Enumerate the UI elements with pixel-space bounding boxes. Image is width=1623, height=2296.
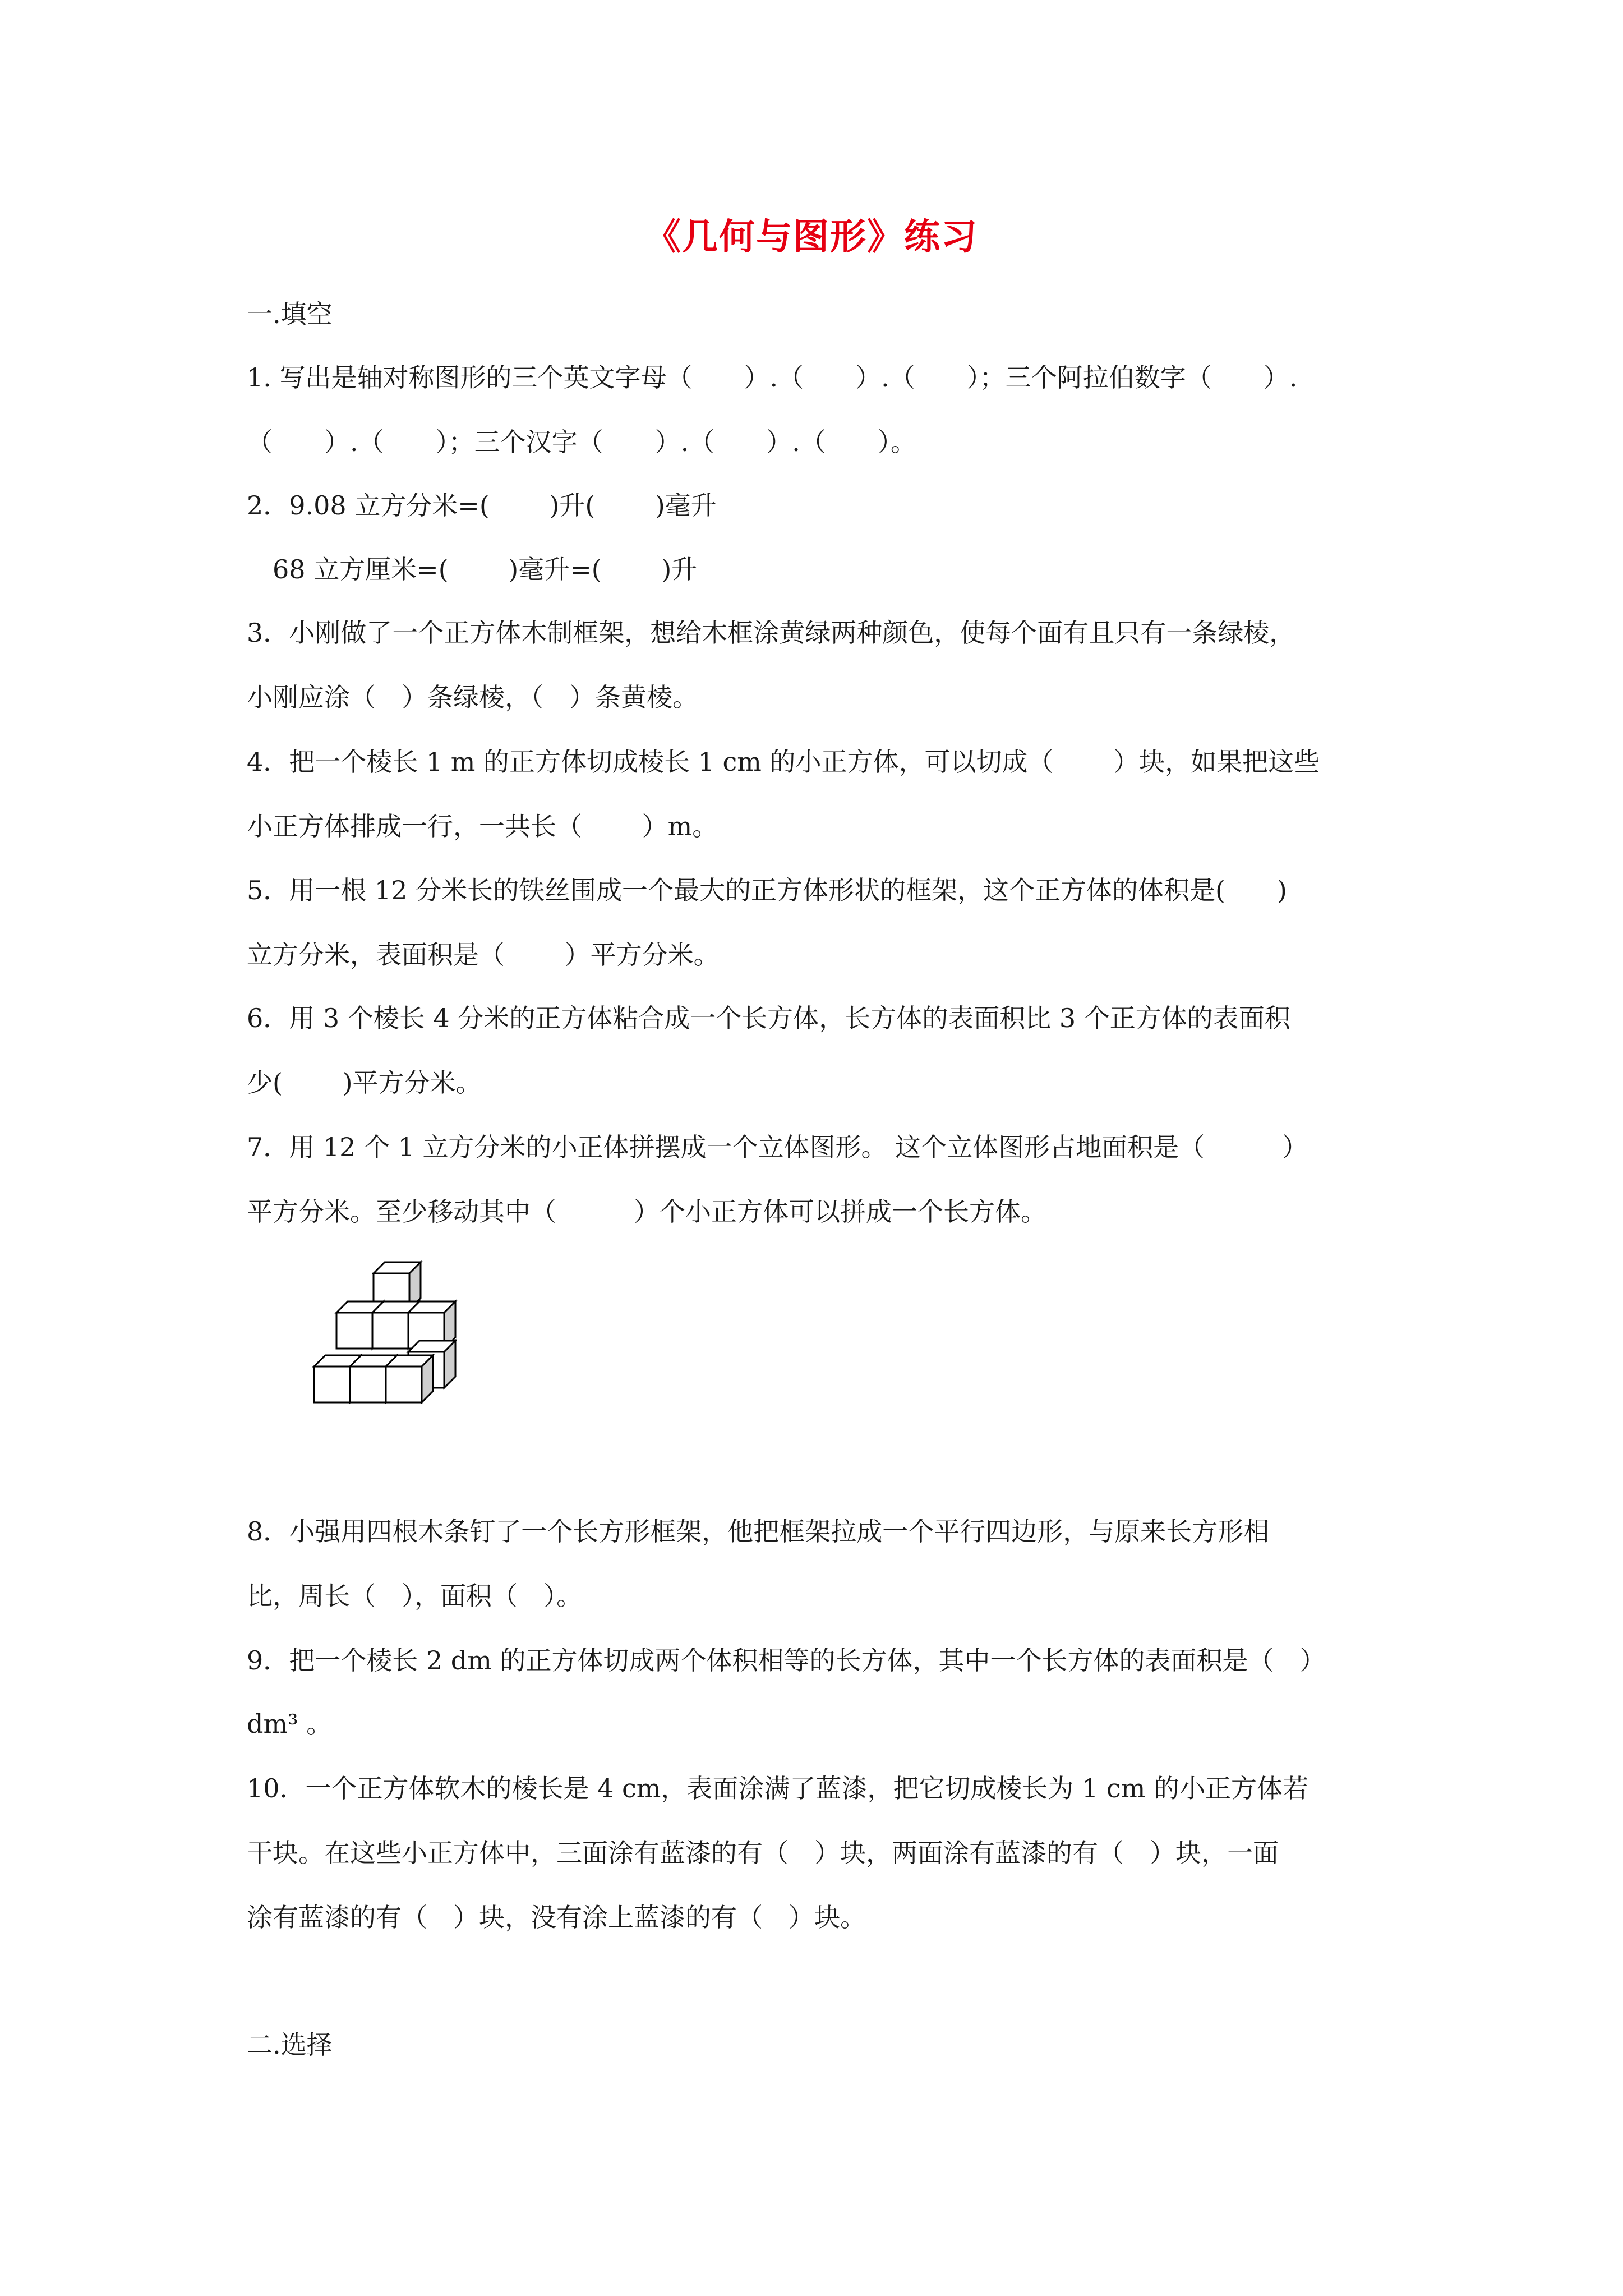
question-7-line-1: 7．用 12 个 1 立方分米的小正体拼摆成一个立体图形。 这个立体图形占地面积是（ ） <box>247 1132 1308 1162</box>
question-7-line-2: 平方分米。至少移动其中（ ）个小正方体可以拼成一个长方体。 <box>247 1197 1046 1227</box>
question-8-line-2: 比，周长（ ），面积（ ）。 <box>247 1581 582 1611</box>
question-5-line-2: 立方分米，表面积是（ ）平方分米。 <box>247 940 720 970</box>
question-2-line-2: 68 立方厘米=( )毫升=( )升 <box>247 554 698 585</box>
section-heading-choice: 二.选择 <box>247 2030 333 2060</box>
question-3-line-2: 小刚应涂（ ）条绿棱，（ ）条黄棱。 <box>247 682 698 712</box>
question-6-line-2: 少( )平方分米。 <box>247 1068 482 1098</box>
page-title: 《几何与图形》练习 <box>645 216 978 258</box>
question-10-line-3: 涂有蓝漆的有（ ）块，没有涂上蓝漆的有（ ）块。 <box>247 1902 866 1932</box>
question-1-line-1: 1. 写出是轴对称图形的三个英文字母（ ）.（ ）.（ ）；三个阿拉伯数字（ ）. <box>247 362 1298 393</box>
cube-bottom-3 <box>386 1355 433 1402</box>
question-5-line-1: 5．用一根 12 分米长的铁丝围成一个最大的正方体形状的框架，这个正方体的体积是( ) <box>247 875 1287 905</box>
question-9-line-1: 9．把一个棱长 2 dm 的正方体切成两个体积相等的长方体，其中一个长方体的表面积是（ ） <box>247 1645 1326 1676</box>
question-6-line-1: 6．用 3 个棱长 4 分米的正方体粘合成一个长方体，长方体的表面积比 3 个正方体的表面积 <box>247 1003 1290 1033</box>
stacked-cubes-figure <box>303 1257 488 1425</box>
question-8-line-1: 8．小强用四根木条钉了一个长方形框架，他把框架拉成一个平行四边形，与原来长方形相 <box>247 1516 1270 1547</box>
question-10-line-1: 10．一个正方体软木的棱长是 4 cm，表面涂满了蓝漆，把它切成棱长为 1 cm 的小正方体若 <box>247 1773 1308 1803</box>
question-1-line-2: （ ）.（ ）；三个汉字（ ）.（ ）.（ ）。 <box>247 427 916 457</box>
question-3-line-1: 3．小刚做了一个正方体木制框架，想给木框涂黄绿两种颜色，使每个面有且只有一条绿棱， <box>247 618 1295 648</box>
question-4-line-1: 4．把一个棱长 1 m 的正方体切成棱长 1 cm 的小正方体，可以切成（ ）块，如果把这些 <box>247 747 1320 777</box>
section-heading-fill-blank: 一.填空 <box>247 299 333 329</box>
question-4-line-2: 小正方体排成一行，一共长（ ）m。 <box>247 811 718 841</box>
question-2-line-1: 2．9.08 立方分米=( )升( )毫升 <box>247 490 717 521</box>
question-9-line-2: dm³ 。 <box>247 1709 333 1739</box>
question-10-line-2: 干块。在这些小正方体中，三面涂有蓝漆的有（ ）块，两面涂有蓝漆的有（ ）块，一面 <box>247 1838 1279 1868</box>
